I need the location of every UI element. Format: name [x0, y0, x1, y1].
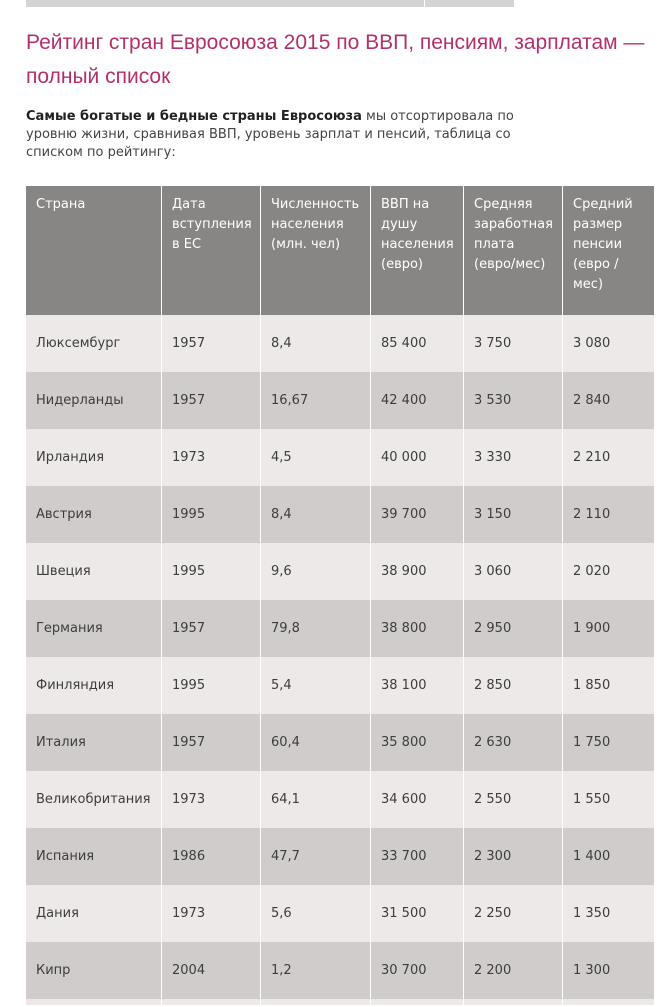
cell-gdp: 38 100 — [371, 657, 464, 714]
table-row — [26, 828, 654, 885]
table-header-row — [26, 186, 654, 315]
cell-population: 4,5 — [261, 429, 371, 486]
cell-population: 47,7 — [261, 828, 371, 885]
cell-salary: 2 250 — [464, 885, 563, 942]
header-gdp: ВВП на душу населения (евро) — [371, 186, 464, 315]
cell-partial — [261, 999, 371, 1005]
intro-text: мы отсортировала по уровню жизни, сравнивая ВВП, уровень зарплат и пенсий, таблица со списком по рейтингу: — [26, 109, 514, 160]
table-row — [26, 543, 654, 600]
cell-salary: 2 200 — [464, 942, 563, 999]
cell-salary: 3 750 — [464, 315, 563, 372]
table-row — [26, 714, 654, 771]
cell-population: 60,4 — [261, 714, 371, 771]
cell-join-date: 1957 — [162, 372, 261, 429]
article-title: Рейтинг стран Евросоюза 2015 по ВВП, пенсиям, зарплатам — полный список — [26, 31, 645, 88]
cell-country: Испания — [26, 828, 162, 885]
cell-pension: 1 550 — [563, 771, 654, 828]
cell-population: 9,6 — [261, 543, 371, 600]
cell-pension: 1 300 — [563, 942, 654, 999]
table-row — [26, 600, 654, 657]
cell-partial — [563, 999, 654, 1005]
cell-join-date: 1973 — [162, 885, 261, 942]
cell-partial — [371, 999, 464, 1005]
table-row — [26, 486, 654, 543]
cell-join-date: 1995 — [162, 543, 261, 600]
cell-join-date: 1995 — [162, 486, 261, 543]
cell-pension: 2 020 — [563, 543, 654, 600]
table-row — [26, 657, 654, 714]
cell-join-date: 1973 — [162, 429, 261, 486]
table-row — [26, 771, 654, 828]
cell-salary: 2 850 — [464, 657, 563, 714]
table-row — [26, 315, 654, 372]
cell-country: Германия — [26, 600, 162, 657]
cell-salary: 3 150 — [464, 486, 563, 543]
cell-gdp: 31 500 — [371, 885, 464, 942]
table-row — [26, 429, 654, 486]
cell-salary: 3 330 — [464, 429, 563, 486]
cell-join-date: 1995 — [162, 657, 261, 714]
cell-pension: 3 080 — [563, 315, 654, 372]
header-join-date: Дата вступления в ЕС — [162, 186, 261, 315]
cell-join-date: 1973 — [162, 771, 261, 828]
cell-salary: 3 530 — [464, 372, 563, 429]
cell-gdp: 38 900 — [371, 543, 464, 600]
cell-pension: 2 110 — [563, 486, 654, 543]
cell-gdp: 40 000 — [371, 429, 464, 486]
cell-salary: 2 300 — [464, 828, 563, 885]
cell-join-date: 1957 — [162, 315, 261, 372]
cell-gdp: 35 800 — [371, 714, 464, 771]
cell-gdp: 85 400 — [371, 315, 464, 372]
cell-country: Финляндия — [26, 657, 162, 714]
intro-bold-text: Самые богатые и бедные страны Евросоюза — [26, 109, 362, 124]
cell-salary: 3 060 — [464, 543, 563, 600]
cell-pension: 1 900 — [563, 600, 654, 657]
eu-rating-table — [26, 186, 654, 1005]
cell-country: Ирландия — [26, 429, 162, 486]
cell-country: Австрия — [26, 486, 162, 543]
cell-partial — [464, 999, 563, 1005]
cell-join-date: 1957 — [162, 600, 261, 657]
header-pension: Средний размер пенсии (евро / мес) — [563, 186, 654, 315]
cell-gdp: 33 700 — [371, 828, 464, 885]
cell-population: 79,8 — [261, 600, 371, 657]
cell-partial — [162, 999, 261, 1005]
cell-country: Дания — [26, 885, 162, 942]
cell-population: 5,4 — [261, 657, 371, 714]
header-population: Численность населения (млн. чел) — [261, 186, 371, 315]
cell-country: Великобритания — [26, 771, 162, 828]
cell-gdp: 42 400 — [371, 372, 464, 429]
table-row — [26, 372, 654, 429]
cell-population: 16,67 — [261, 372, 371, 429]
cell-pension: 1 850 — [563, 657, 654, 714]
article-intro — [26, 108, 531, 162]
cell-population: 1,2 — [261, 942, 371, 999]
header-salary: Средняя заработная плата (евро/мес) — [464, 186, 563, 315]
cell-salary: 2 950 — [464, 600, 563, 657]
cell-pension: 1 350 — [563, 885, 654, 942]
cell-gdp: 30 700 — [371, 942, 464, 999]
table-row — [26, 942, 654, 999]
cell-salary: 2 630 — [464, 714, 563, 771]
cell-salary: 2 550 — [464, 771, 563, 828]
cell-country: Италия — [26, 714, 162, 771]
cell-country: Люксембург — [26, 315, 162, 372]
cell-pension: 2 840 — [563, 372, 654, 429]
cell-gdp: 38 800 — [371, 600, 464, 657]
cell-population: 5,6 — [261, 885, 371, 942]
cell-pension: 1 750 — [563, 714, 654, 771]
cell-join-date: 1986 — [162, 828, 261, 885]
cell-country: Кипр — [26, 942, 162, 999]
cell-pension: 2 210 — [563, 429, 654, 486]
table-row — [26, 885, 654, 942]
cell-join-date: 2004 — [162, 942, 261, 999]
top-table-divider — [424, 0, 425, 7]
table-row-partial — [26, 999, 654, 1005]
cell-population: 8,4 — [261, 315, 371, 372]
cell-population: 8,4 — [261, 486, 371, 543]
cell-population: 64,1 — [261, 771, 371, 828]
cell-gdp: 39 700 — [371, 486, 464, 543]
cell-pension: 1 400 — [563, 828, 654, 885]
cell-country: Швеция — [26, 543, 162, 600]
header-country: Страна — [26, 186, 162, 315]
top-table-remnant — [26, 0, 514, 7]
cell-gdp: 34 600 — [371, 771, 464, 828]
cell-partial — [26, 999, 162, 1005]
cell-country: Нидерланды — [26, 372, 162, 429]
cell-join-date: 1957 — [162, 714, 261, 771]
